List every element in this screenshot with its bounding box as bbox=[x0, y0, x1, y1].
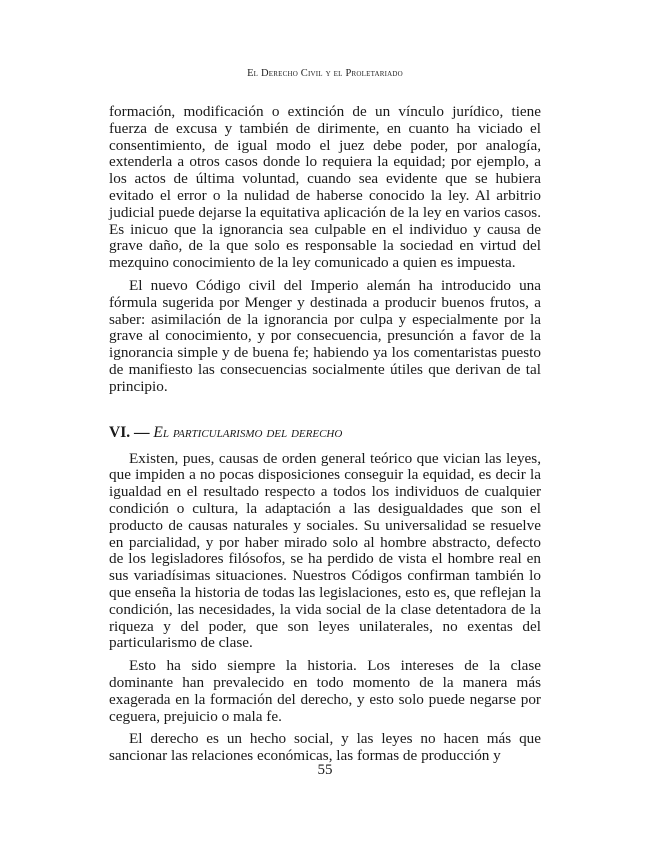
running-header: El Derecho Civil y el Proletariado bbox=[247, 68, 403, 79]
paragraph: Existen, pues, causas de orden general teórico que vician las leyes, que impiden a no pocas disposiciones conseguir la equidad, es decir la igualdad en el resultado respecto a todos los individuos de cualquier condición o cultura, la adaptación a las desigualdades que son el producto de causas naturales y sociales. Su universalidad se resuelve en parcialidad, y por haber mirado solo al hombre abstracto, defecto de los legisladores filósofos, se ha perdido de vista el hombre real en sus variadísimas situaciones. Nuestros Códigos confirman también lo que enseña la historia de todas las legislaciones, esto es, que reflejan la condición, las necesidades, la vida social de la clase detentadora de la riqueza y del poder, que son leyes unilaterales, no exentas del particularismo de clase. bbox=[109, 449, 541, 652]
paragraph-continued: formación, modificación o extinción de un vínculo jurídico, tiene fuerza de excusa y también de dirimente, en cuanto ha viciado el consentimiento, de igual modo el juez debe poder, por analogía, extenderla a otros casos donde lo requiera la equidad; por ejemplo, a los actos de última voluntad, cuando sea evidente que se hubiera evitado el error o la nulidad de haberse conocido la ley. Al arbitrio judicial puede dejarse la equitativa aplicación de la ley en varios casos. Es inicuo que la ignorancia sea culpable en el individuo y causa de grave daño, de la que solo es responsable la sociedad en virtud del mezquino conocimiento de la ley comunicado a quien es impuesta. bbox=[109, 103, 541, 272]
body-text bbox=[109, 104, 541, 765]
paragraph: Esto ha sido siempre la historia. Los intereses de la clase dominante han prevalecido en todo momento de la manera más exagerada en la formación del derecho, y esto solo puede negarse por ceguera, prejuicio o mala fe. bbox=[109, 657, 541, 725]
section-title: El particularismo del derecho bbox=[153, 423, 343, 441]
page-number: 55 bbox=[317, 762, 333, 778]
section-heading bbox=[109, 424, 541, 441]
paragraph: El derecho es un hecho social, y las leyes no hacen más que sancionar las relaciones económicas, las formas de producción y bbox=[109, 730, 541, 765]
section-number: VI. — bbox=[109, 423, 150, 441]
paragraph: El nuevo Código civil del Imperio alemán ha introducido una fórmula sugerida por Menger y destinada a producir buenos frutos, a saber: asimilación de la ignorancia por culpa y especialmente por la grave al conocimiento, y por consecuencia, presunción a favor de la ignorancia simple y de buena fe; habiendo ya los comentaristas puesto de manifiesto las consecuencias socialmente útiles que derivan de tal principio. bbox=[109, 276, 541, 395]
